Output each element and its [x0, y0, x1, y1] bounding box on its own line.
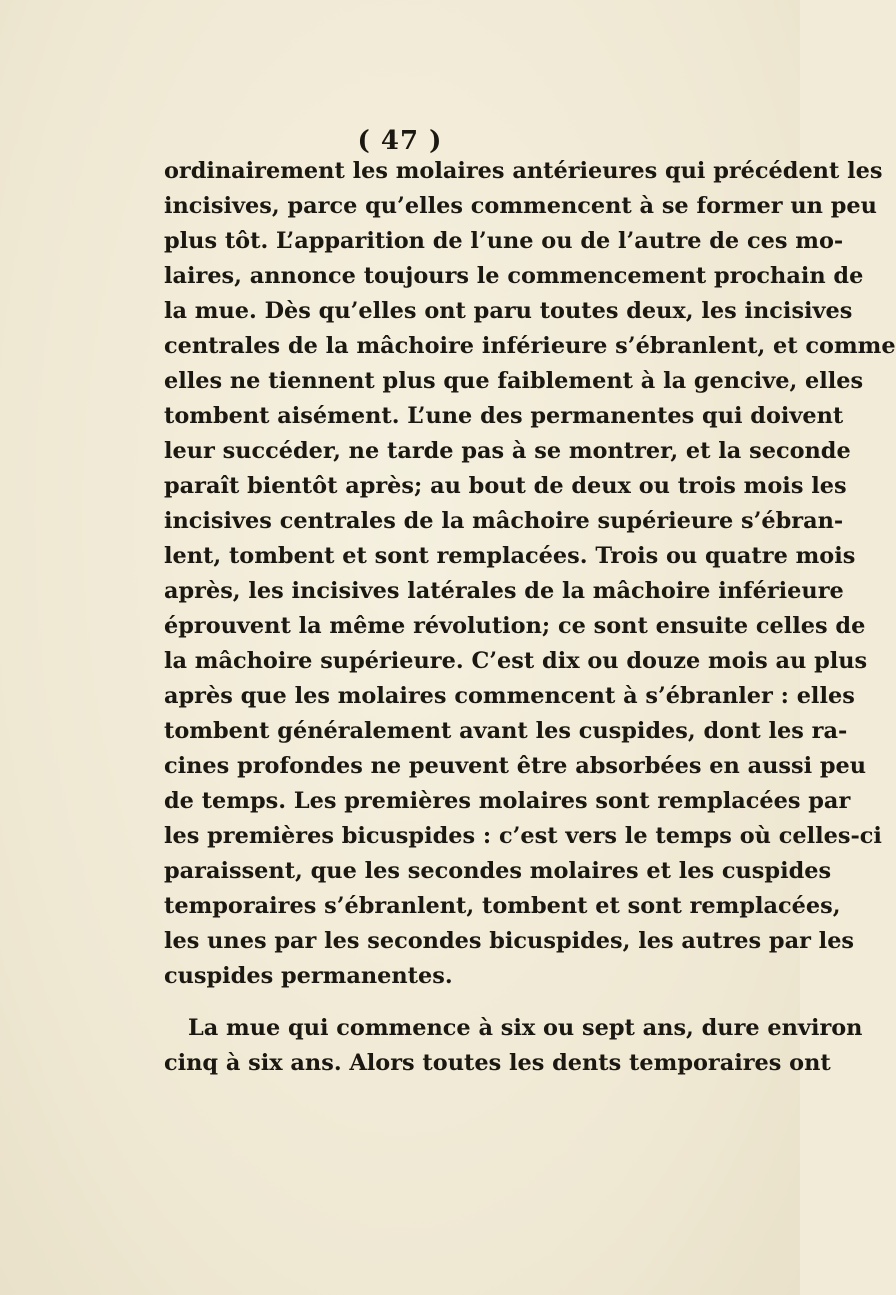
text-line: les premières bicuspides : c’est vers le temps où celles-ci — [164, 823, 882, 849]
text-line: incisives centrales de la mâchoire supérieure s’ébran- — [164, 508, 844, 534]
text-line: la mue. Dès qu’elles ont paru toutes deux, les incisives — [164, 298, 853, 324]
text-line: La mue qui commence à six ou sept ans, dure environ — [188, 1015, 863, 1041]
text-line: centrales de la mâchoire inférieure s’ébranlent, et comme — [164, 333, 896, 359]
text-line: les unes par les secondes bicuspides, les autres par les — [164, 928, 855, 954]
text-line: leur succéder, ne tarde pas à se montrer, et la seconde — [164, 438, 851, 464]
text-line: de temps. Les premières molaires sont remplacées par — [164, 788, 851, 814]
text-line: après que les molaires commencent à s’ébranler : elles — [164, 683, 855, 709]
text-line: plus tôt. L’apparition de l’une ou de l’autre de ces mo- — [164, 228, 844, 254]
text-line: cinq à six ans. Alors toutes les dents temporaires ont — [164, 1050, 831, 1076]
text-line: lent, tombent et sont remplacées. Trois ou quatre mois — [164, 543, 856, 569]
text-line: elles ne tiennent plus que faiblement à la gencive, elles — [164, 368, 864, 394]
text-line: la mâchoire supérieure. C’est dix ou douze mois au plus — [164, 648, 868, 674]
text-line: tombent aisément. L’une des permanentes qui doivent — [164, 403, 844, 429]
text-line: cuspides permanentes. — [164, 963, 453, 989]
text-line: après, les incisives latérales de la mâchoire inférieure — [164, 578, 844, 604]
text-line: laires, annonce toujours le commencement prochain de — [164, 263, 864, 289]
text-line: incisives, parce qu’elles commencent à se former un peu — [164, 193, 877, 219]
text-line: paraît bientôt après; au bout de deux ou trois mois les — [164, 473, 847, 499]
text-line: ordinairement les molaires antérieures qui précédent les — [164, 158, 883, 184]
text-line: tombent généralement avant les cuspides, dont les ra- — [164, 718, 848, 744]
page-number: ( 47 ) — [357, 126, 443, 156]
text-line: paraissent, que les secondes molaires et les cuspides — [164, 858, 832, 884]
text-line: cines profondes ne peuvent être absorbées en aussi peu — [164, 753, 867, 779]
text-line: éprouvent la même révolution; ce sont ensuite celles de — [164, 613, 866, 639]
text-line: temporaires s’ébranlent, tombent et sont remplacées, — [164, 893, 841, 919]
